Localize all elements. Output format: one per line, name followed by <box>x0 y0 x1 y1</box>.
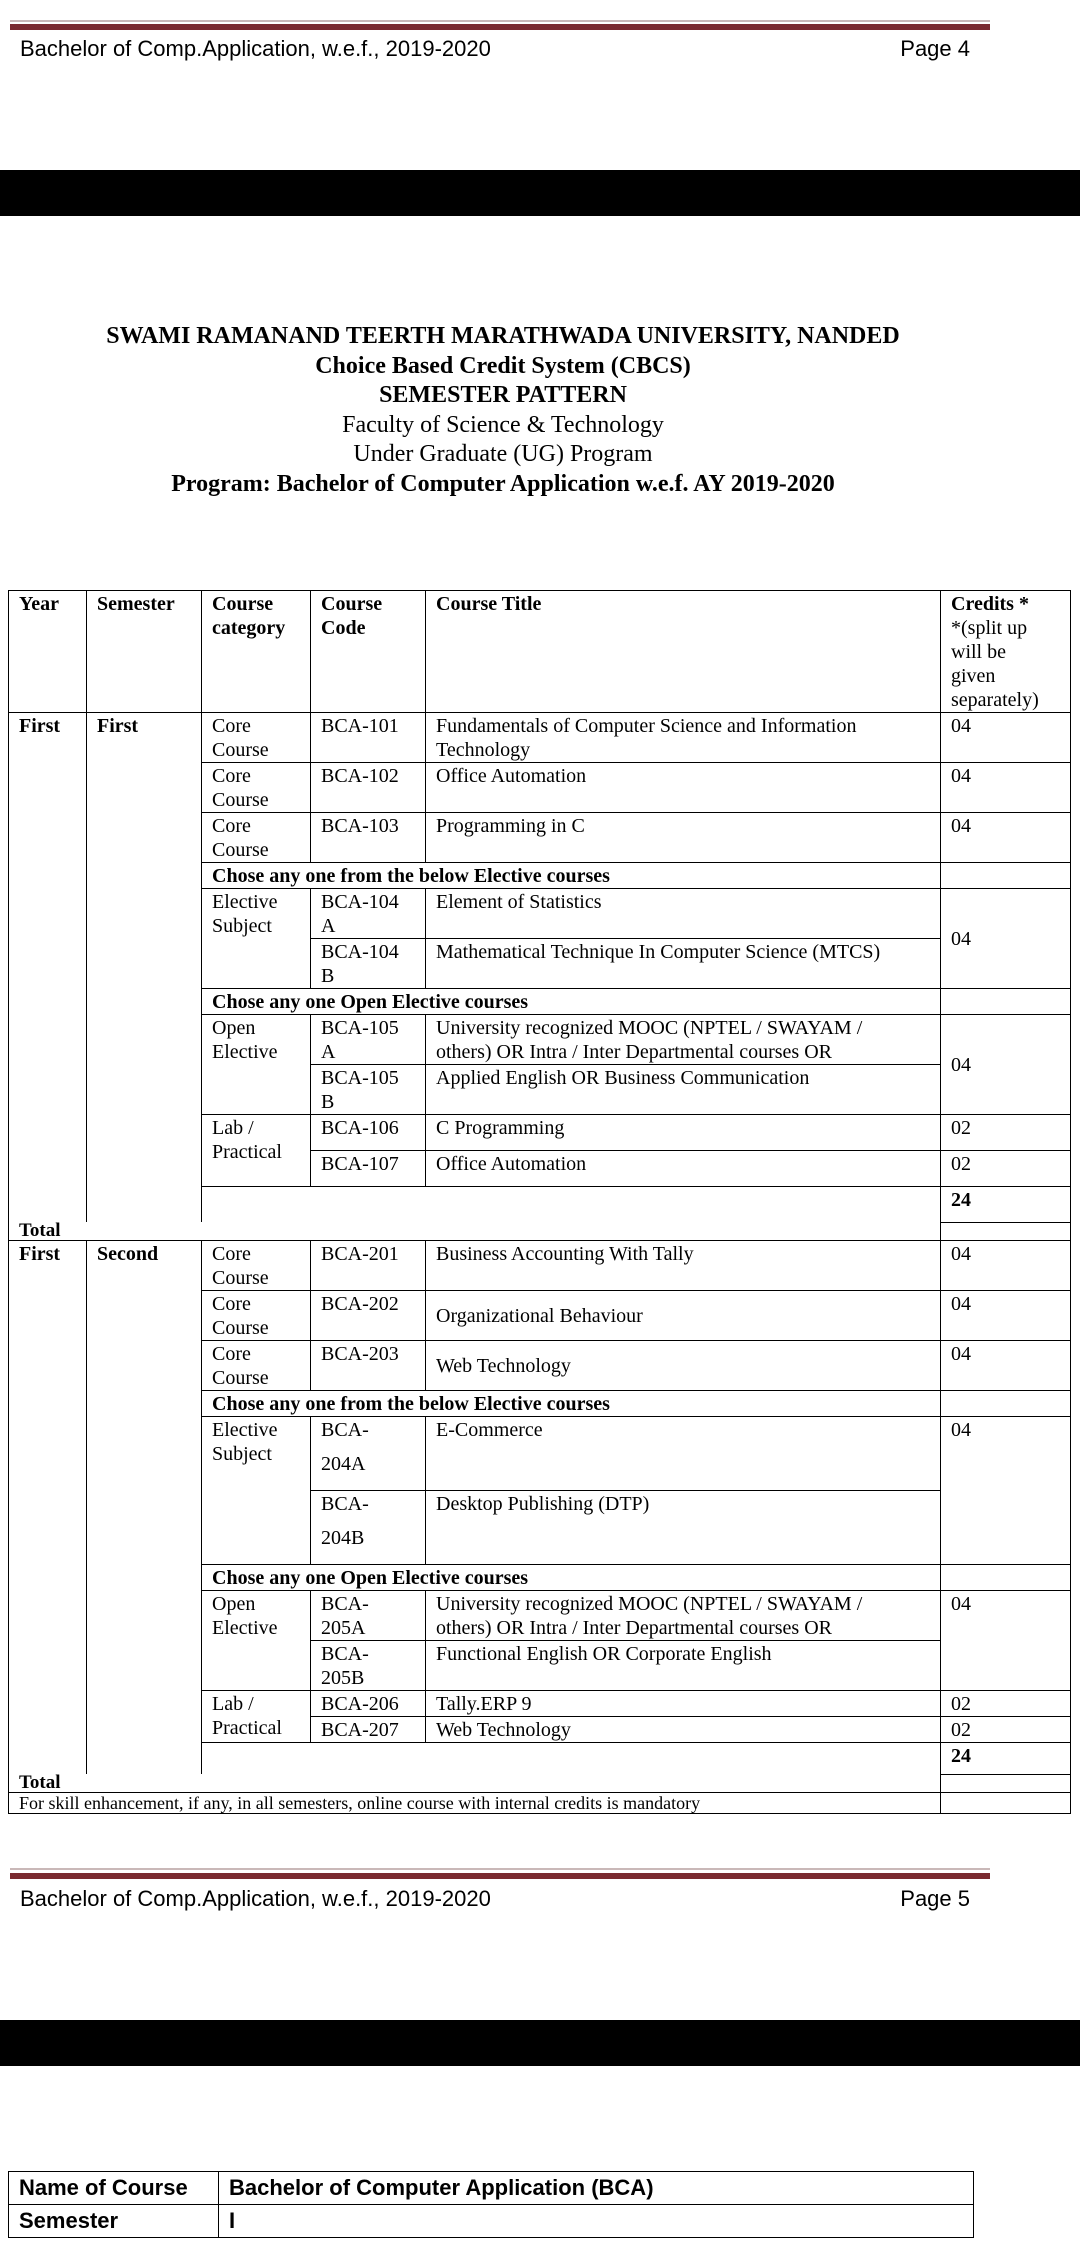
header-rule-red <box>10 1873 990 1879</box>
page-break-band <box>0 2020 1080 2066</box>
header-rule-top <box>10 1868 990 1870</box>
total-empty <box>941 1222 1071 1241</box>
course-title: Office Automation <box>426 1151 941 1187</box>
course-title: Desktop Publishing (DTP) <box>426 1491 941 1565</box>
course-title: University recognized MOOC (NPTEL / SWAYAM / others) OR Intra / Inter Departmental courses OR <box>426 1591 941 1641</box>
course-credits: 04 <box>941 813 1071 863</box>
course-code: BCA- 205A <box>311 1591 426 1641</box>
course-category: Open Elective <box>202 1015 311 1115</box>
total-spacer <box>202 1743 941 1775</box>
total-label-row <box>9 1222 1071 1241</box>
course-code: BCA- 204B <box>311 1491 426 1565</box>
course-title: Fundamentals of Computer Science and Information Technology <box>426 713 941 763</box>
table-row <box>9 2205 974 2238</box>
course-credits: 04 <box>941 1341 1071 1391</box>
course-title: Functional English OR Corporate English <box>426 1641 941 1691</box>
course-category: Elective Subject <box>202 1417 311 1565</box>
running-head-page4 <box>20 36 970 62</box>
course-code: BCA-102 <box>311 763 426 813</box>
header-credits: Credits * *(split up will be given separately) <box>941 591 1071 713</box>
course-title: Element of Statistics <box>426 889 941 939</box>
course-category: Open Elective <box>202 1591 311 1691</box>
running-head-left: Bachelor of Comp.Application, w.e.f., 2019-2020 <box>20 1886 491 1911</box>
course-code: BCA-202 <box>311 1291 426 1341</box>
course-category: Lab / Practical <box>202 1115 311 1187</box>
total-empty <box>941 1774 1071 1793</box>
course-credits: 02 <box>941 1717 1071 1743</box>
course-category: Core Course <box>202 813 311 863</box>
header-rule-top <box>10 20 990 22</box>
table-row <box>9 713 1071 763</box>
course-title: Web Technology <box>426 1341 941 1391</box>
course-title: University recognized MOOC (NPTEL / SWAYAM / others) OR Intra / Inter Departmental courses OR <box>426 1015 941 1065</box>
total-spacer <box>202 1187 941 1223</box>
course-code: BCA-206 <box>311 1691 426 1717</box>
course-code: BCA-101 <box>311 713 426 763</box>
total-label-row <box>9 1774 1071 1793</box>
empty-credits <box>941 1391 1071 1417</box>
course-category: Core Course <box>202 763 311 813</box>
table-row <box>9 2172 974 2205</box>
course-code: BCA-105 A <box>311 1015 426 1065</box>
course-name-value: Bachelor of Computer Application (BCA) <box>219 2172 974 2205</box>
header-year: Year <box>9 591 87 713</box>
total-credits: 24 <box>941 1743 1071 1775</box>
course-title: Office Automation <box>426 763 941 813</box>
elective-heading: Chose any one from the below Elective courses <box>202 863 941 889</box>
course-title: Web Technology <box>426 1717 941 1743</box>
open-elective-heading: Chose any one Open Elective courses <box>202 989 941 1015</box>
sem1-year: First <box>9 713 87 1223</box>
course-category: Core Course <box>202 713 311 763</box>
running-head-left: Bachelor of Comp.Application, w.e.f., 2019-2020 <box>20 36 491 61</box>
course-title: Organizational Behaviour <box>426 1291 941 1341</box>
course-credits: 04 <box>941 1591 1071 1691</box>
course-code: BCA-106 <box>311 1115 426 1151</box>
course-credits: 04 <box>941 713 1071 763</box>
course-credits: 04 <box>941 1241 1071 1291</box>
course-code: BCA-203 <box>311 1341 426 1391</box>
course-credits: 04 <box>941 763 1071 813</box>
open-elective-heading: Chose any one Open Elective courses <box>202 1565 941 1591</box>
empty-credits <box>941 863 1071 889</box>
course-code: BCA- 204A <box>311 1417 426 1491</box>
course-code: BCA-104 B <box>311 939 426 989</box>
total-credits: 24 <box>941 1187 1071 1223</box>
empty-credits <box>941 1565 1071 1591</box>
course-name-label: Name of Course <box>9 2172 219 2205</box>
course-code: BCA-207 <box>311 1717 426 1743</box>
course-code: BCA- 205B <box>311 1641 426 1691</box>
university-name: SWAMI RAMANAND TEERTH MARATHWADA UNIVERSITY, NANDED <box>106 323 900 349</box>
course-category: Core Course <box>202 1341 311 1391</box>
semester-value: I <box>219 2205 974 2238</box>
sem2-year: First <box>9 1241 87 1775</box>
elective-heading: Chose any one from the below Elective courses <box>202 1391 941 1417</box>
sem1-semester: First <box>87 713 202 1223</box>
course-code: BCA-105 B <box>311 1065 426 1115</box>
running-head-page5 <box>20 1886 970 1912</box>
program-level: Under Graduate (UG) Program <box>353 441 653 467</box>
sem2-semester: Second <box>87 1241 202 1775</box>
course-info-table <box>8 2171 974 2238</box>
course-credits: 04 <box>941 1417 1071 1565</box>
course-code: BCA-103 <box>311 813 426 863</box>
course-credits: 04 <box>941 1015 1071 1115</box>
course-category: Lab / Practical <box>202 1691 311 1743</box>
footnote-row <box>9 1793 1071 1814</box>
header-category: Course category <box>202 591 311 713</box>
page-number: Page 4 <box>900 36 970 61</box>
course-title: Programming in C <box>426 813 941 863</box>
course-title: Applied English OR Business Communication <box>426 1065 941 1115</box>
course-title: Mathematical Technique In Computer Science (MTCS) <box>426 939 941 989</box>
faculty-title: Faculty of Science & Technology <box>342 411 664 438</box>
header-title: Course Title <box>426 591 941 713</box>
semester-label: Semester <box>9 2205 219 2238</box>
header-semester: Semester <box>87 591 202 713</box>
course-code: BCA-107 <box>311 1151 426 1187</box>
course-credits: 02 <box>941 1151 1071 1187</box>
footnote-empty <box>941 1793 1071 1814</box>
course-title: Tally.ERP 9 <box>426 1691 941 1717</box>
course-title: Business Accounting With Tally <box>426 1241 941 1291</box>
header-rule-red <box>10 24 990 30</box>
course-category: Core Course <box>202 1241 311 1291</box>
course-title: C Programming <box>426 1115 941 1151</box>
page-break-band <box>0 170 1080 216</box>
cbcs-title: Choice Based Credit System (CBCS) <box>315 352 691 379</box>
program-title: Program: Bachelor of Computer Application w.e.f. AY 2019-2020 <box>171 470 835 497</box>
footnote: For skill enhancement, if any, in all semesters, online course with internal credits is mandatory <box>9 1793 941 1814</box>
course-credits: 02 <box>941 1115 1071 1151</box>
course-title: E-Commerce <box>426 1417 941 1491</box>
course-credits: 04 <box>941 889 1071 989</box>
header-code: Course Code <box>311 591 426 713</box>
course-credits: 04 <box>941 1291 1071 1341</box>
title-block <box>0 322 1006 499</box>
table-row <box>9 1241 1071 1291</box>
total-label: Total <box>9 1222 941 1241</box>
pattern-title: SEMESTER PATTERN <box>379 382 627 408</box>
course-code: BCA-201 <box>311 1241 426 1291</box>
course-category: Core Course <box>202 1291 311 1341</box>
empty-credits <box>941 989 1071 1015</box>
table-header-row <box>9 591 1071 713</box>
course-code: BCA-104 A <box>311 889 426 939</box>
course-structure-table <box>8 590 1071 1814</box>
total-label: Total <box>9 1774 941 1793</box>
course-credits: 02 <box>941 1691 1071 1717</box>
course-category: Elective Subject <box>202 889 311 989</box>
page-number: Page 5 <box>900 1886 970 1911</box>
